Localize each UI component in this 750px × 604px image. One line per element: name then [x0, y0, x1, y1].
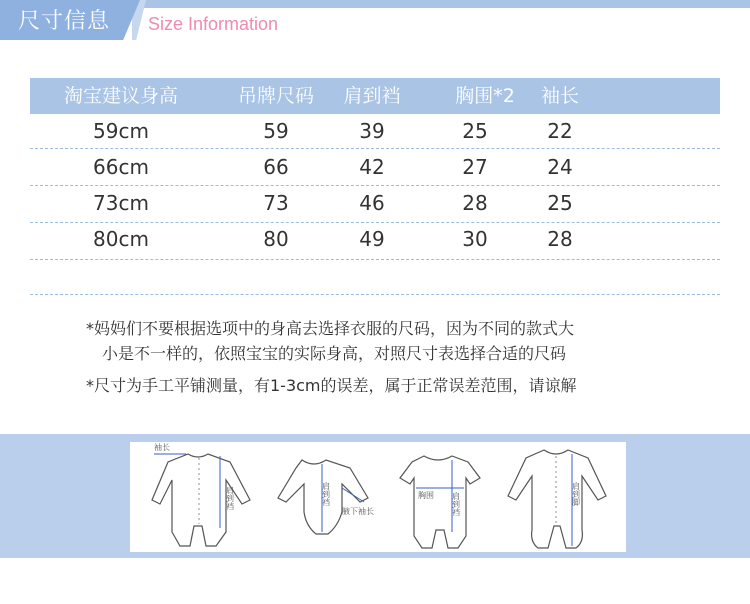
row-divider: [30, 259, 720, 260]
table-header: [30, 78, 720, 114]
table-cell: 39: [359, 119, 385, 143]
romper-longsleeve-diagram: [150, 442, 260, 552]
column-header: 胸围*2: [455, 85, 515, 107]
table-cell: 66cm: [93, 155, 149, 179]
romper-outline: [400, 456, 480, 548]
column-header: 淘宝建议身高: [63, 85, 178, 107]
table-cell: 25: [462, 119, 488, 143]
shoulder-label: 肩到裆: [321, 482, 331, 506]
column-header: 吊牌尺码: [237, 85, 314, 107]
chest-label: 胸围: [418, 491, 434, 500]
table-cell: 59: [263, 119, 289, 143]
table-cell: 73cm: [93, 191, 149, 215]
measure-diagram: [130, 442, 626, 552]
column-header: 肩到裆: [343, 85, 401, 107]
table-row: [30, 186, 720, 222]
table-row: [30, 150, 720, 186]
table-cell: 49: [359, 227, 385, 251]
table-cell: 28: [462, 191, 488, 215]
row-divider: [30, 294, 720, 295]
note-line: *妈妈们不要根据选项中的身高去选择衣服的尺码，因为不同的款式大: [86, 319, 575, 338]
sleeve-label: 袖长: [154, 443, 170, 452]
table-cell: 24: [547, 155, 573, 179]
sleepsuit-diagram: [506, 442, 616, 552]
footer-space: [0, 558, 750, 604]
note-line: *尺寸为手工平铺测量，有1-3cm的误差，属于正常误差范围，请谅解: [86, 376, 577, 395]
shoulder-label: 肩到脚: [571, 482, 581, 506]
shoulder-label: 肩到裆: [451, 492, 461, 516]
header: [0, 0, 750, 42]
table-cell: 80: [263, 227, 289, 251]
table-cell: 80cm: [93, 227, 149, 251]
row-divider: [30, 148, 720, 149]
table-cell: 22: [547, 119, 573, 143]
sleepsuit-outline: [508, 450, 606, 548]
table-cell: 30: [462, 227, 488, 251]
sleeve-label: 腋下袖长: [342, 507, 374, 516]
romper-outline: [152, 454, 250, 546]
page-title: 尺寸信息: [18, 9, 111, 34]
table-cell: 46: [359, 191, 385, 215]
note-line: 小是不一样的，依照宝宝的实际身高，对照尺寸表选择合适的尺码: [102, 344, 567, 363]
table-cell: 42: [359, 155, 385, 179]
column-header: 袖长: [540, 85, 579, 107]
table-cell: 73: [263, 191, 289, 215]
table-row: [30, 114, 720, 150]
bodysuit-diagram: [272, 452, 382, 552]
table-cell: 25: [547, 191, 573, 215]
page-subtitle: Size Information: [148, 14, 279, 34]
table-row: [30, 222, 720, 258]
table-cell: 27: [462, 155, 488, 179]
shoulder-label: 肩到裆: [225, 486, 235, 510]
romper-shortsleeve-diagram: [394, 448, 494, 552]
table-cell: 28: [547, 227, 573, 251]
table-cell: 66: [263, 155, 289, 179]
table-cell: 59cm: [93, 119, 149, 143]
